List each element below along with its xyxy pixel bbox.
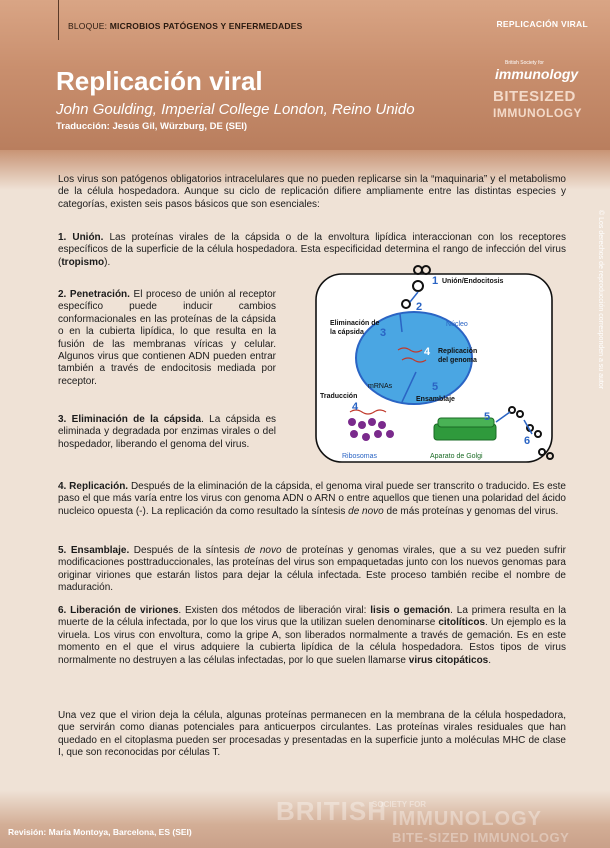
label-golgi: Aparato de Golgi [430,453,483,460]
logo-immunology: IMMUNOLOGY [493,106,582,120]
label-rep-1: Replicación [438,348,478,355]
num-4b: 4 [352,401,359,413]
step-2-text: El proceso de unión al receptor específico puede inducir cambios conformacionales en las proteínas de la cápsida o en la cubierta lipídica, lo que resulta en la fusión de las membranas víricas y celular. Algunos virus que contienen ADN pueden entrar también a través de endocitosis mediada por receptor. [58,289,277,387]
logo-main-text: immunology [495,66,579,82]
side-copyright-text: © Los derechos de reproducción corresponden a su autor [597,210,604,390]
step-2-head: 2. Penetración. [58,289,130,300]
step-4-head: 4. Replicación. [58,481,129,492]
replication-diagram [306,262,568,484]
step-6 [58,605,566,667]
block-name: MICROBIOS PATÓGENOS Y ENFERMEDADES [109,21,303,31]
watermark-british: BRITISH [276,796,387,826]
step-6-c: . La primera resulta en la muerte de la célula infectada, por lo que los virus que la utilizan suelen denominarse [58,605,567,629]
step-4-text: Después de la eliminación de la cápsida, el genoma viral puede ser transcrito o traducido. Es este paso el que más varía entre los virus con genoma ADN o ARN o entre aquellos que tienen una polaridad del ácido nucleico opuesta (-). La replicación da como resultado la síntesis [58,481,566,517]
label-ribosomas: Ribosomas [342,453,378,460]
logo-small-text: British Society for [505,60,544,66]
step-6-a: . Existen dos métodos de liberación viral: [178,605,367,616]
step-6-g: . [488,654,492,666]
step-3-text: . La cápsida es eliminada y degradada por enzimas virales o del hospedador, liberando el genoma del virus. [58,414,277,450]
watermark-society: SOCIETY FOR [372,800,427,809]
header-divider [58,0,59,40]
revision-credit: Revisión: María Montoya, Barcelona, ES (SEI) [8,827,192,837]
step-4-end: de más proteínas y genomas del virus. [386,505,559,517]
step-3-head: 3. Eliminación de la cápsida [58,414,202,425]
step-6-f: virus citopáticos [408,654,489,666]
step-4-italic: de novo [348,505,384,517]
label-mrnas: mRNAs [368,383,393,390]
section-label: REPLICACIÓN VIRAL [496,19,588,29]
num-2: 2 [416,301,423,313]
bsi-logo [485,56,585,126]
label-rep-2: del genoma [438,357,477,364]
step-6-e: . Un ejemplo es la viruela. Los virus con envoltura, como la gripe A, son liberados normalmente a través de gemación. Es en este momento en el que el virus adquiere la cubierta lipídica de la célula hospedadora. Estos tipos de virus normalmente no destruyen a las células infectadas, por lo que suelen llamarse [58,617,566,666]
step-6-head: 6. Liberación de viriones [58,605,179,616]
watermark-immunology: IMMUNOLOGY [392,808,542,830]
label-ensamblaje: Ensamblaje [416,396,455,403]
num-4a: 4 [424,346,431,358]
step-6-b: lisis o gemación [370,605,451,616]
step-6-d: citolíticos [438,617,486,629]
watermark-bite: BITE-SIZED IMMUNOLOGY [392,830,570,845]
step-1-text: Las proteínas virales de la cápsida o de la envoltura lipídica interaccionan con los receptores específicos de la superficie de la célula hospedadora. Esta especificidad determina el rango de infección del virus ( [58,232,566,268]
author: John Goulding, Imperial College London, Reino Unido [56,101,415,118]
num-6: 6 [524,435,531,447]
block-label [68,21,303,31]
num-1: 1 [432,275,439,287]
num-5b: 5 [484,411,491,423]
num-5a: 5 [432,381,439,393]
step-5-end: de proteínas y genomas virales, que a su vez pueden sufrir modificaciones posttraduccionales, las proteínas del virus son empaquetadas junto con los nuevos genomas para originar viriones que estarán listos para dejar la célula infectada. Este proceso también recibe el nombre de maduración. [58,545,567,594]
label-elim-1: Eliminación de [330,320,380,327]
step-1-head: 1. Unión. [58,232,104,243]
step-5 [58,545,566,595]
page-title: Replicación viral [56,66,263,96]
intro-paragraph: Los virus son patógenos obligatorios intracelulares que no pueden replicarse sin la “maquinaria” y el metabolismo de la célula hospedadora. Aunque su ciclo de replicación difiere ampliamente entre las distintas especies y categorías, existen seis pasos básicos que son esenciales: [58,174,566,210]
step-5-text: Después de la síntesis [133,545,240,556]
step-1-end: ). [104,256,111,268]
step-5-italic: de novo [244,545,282,556]
step-1-term: tropismo [61,256,105,268]
num-3: 3 [380,327,387,339]
label-nucleo: Núcleo [446,321,468,328]
label-traduccion: Traducción [320,393,358,400]
logo-bitesized: BITESIZED [493,88,576,105]
block-prefix: BLOQUE: [68,21,108,31]
closing-paragraph: Una vez que el virion deja la célula, algunas proteínas permanecen en la membrana de la célula hospedadora, que servirán como dianas potenciales para anticuerpos circulantes. Las proteínas virales residuales que han quedado en el citoplasma pueden ser procesadas y presentadas en la superficie junto a moléculas MHC de clase I, que son reconocidas por células T. [58,710,566,759]
step-4 [58,481,566,518]
translator: Traducción: Jesús Gil, Würzburg, DE (SEI) [56,121,248,132]
step-2 [58,289,276,388]
step-5-head: 5. Ensamblaje. [58,545,130,556]
label-elim-2: la cápsida [330,329,364,336]
step-3 [58,414,276,451]
side-copyright [592,210,606,410]
label-union: Unión/Endocitosis [442,278,504,285]
